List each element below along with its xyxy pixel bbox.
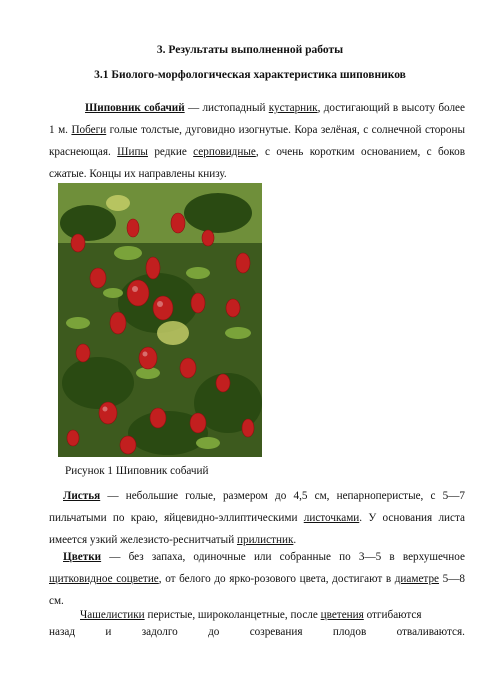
- rosehip-photo: [58, 183, 262, 457]
- word: плодов: [332, 626, 367, 638]
- link-sepals[interactable]: Чашелистики: [80, 609, 145, 621]
- link-stipule[interactable]: прилистник: [236, 534, 294, 546]
- text-fragment: — без запаха, одиночные или собранные по 3—5 в верхушечное: [101, 551, 465, 563]
- text-fragment: отгибаются: [363, 609, 422, 621]
- word: и: [105, 626, 112, 638]
- text-fragment: — небольшие голые, размером до 4,5 см, непарноперистые, с 5—7 пильчатыми по краю, яйцевидно-эллиптическими: [49, 490, 465, 524]
- word: задолго: [141, 626, 178, 638]
- text-fragment: перистые, широколанцетные, после: [144, 609, 321, 621]
- section-title: 3. Результаты выполненной работы: [156, 44, 344, 56]
- word: до: [208, 626, 220, 638]
- subsection-title: 3.1 Биолого-морфологическая характеристика шиповников: [94, 69, 406, 81]
- link-flowering[interactable]: цветения: [320, 609, 364, 621]
- link-shoots[interactable]: Побеги: [71, 124, 107, 136]
- flowers-paragraph: [49, 546, 465, 612]
- rosehip-photo-graphic: [58, 183, 262, 457]
- link-leaflets[interactable]: листочками: [303, 512, 360, 524]
- text-fragment: , с очень коротким основанием, с боков сжатые. Концы их направлены книзу.: [49, 146, 466, 180]
- text-fragment: , достигающий в высоту более 1 м.: [49, 102, 465, 136]
- text-fragment: 5—8 см.: [49, 573, 465, 607]
- term-leaves[interactable]: Листья: [63, 490, 101, 502]
- leaves-paragraph: [49, 485, 465, 551]
- word: созревания: [249, 626, 303, 638]
- link-corymb[interactable]: щитковидное соцветие: [49, 573, 159, 585]
- sepals-paragraph: [49, 604, 465, 626]
- sepals-last-line: [49, 626, 465, 638]
- text-fragment: .: [293, 534, 297, 546]
- link-thorns[interactable]: Шипы: [117, 146, 148, 158]
- link-diameter[interactable]: диаметре: [394, 573, 440, 585]
- link-sickle-shaped[interactable]: серповидные: [193, 146, 256, 158]
- text-fragment: редкие: [147, 146, 194, 158]
- term-flowers[interactable]: Цветки: [63, 551, 102, 563]
- text-fragment: , от белого до ярко-розового цвета, достигают в: [158, 573, 395, 585]
- word: назад: [49, 626, 76, 638]
- term-rosehip: Шиповник собачий: [85, 102, 185, 114]
- figure-caption: Рисунок 1 Шиповник собачий: [65, 465, 209, 477]
- intro-paragraph: [49, 97, 465, 185]
- word: отваливаются.: [396, 626, 465, 638]
- link-shrub[interactable]: кустарник: [268, 102, 318, 114]
- text-fragment: — листопадный: [184, 102, 269, 114]
- text-fragment: голые толстые, дуговидно изогнутые. Кора зелёная, с солнечной стороны краснеющая.: [49, 124, 465, 158]
- text-fragment: . У основания листа имеется узкий железисто-реснитчатый: [49, 512, 465, 546]
